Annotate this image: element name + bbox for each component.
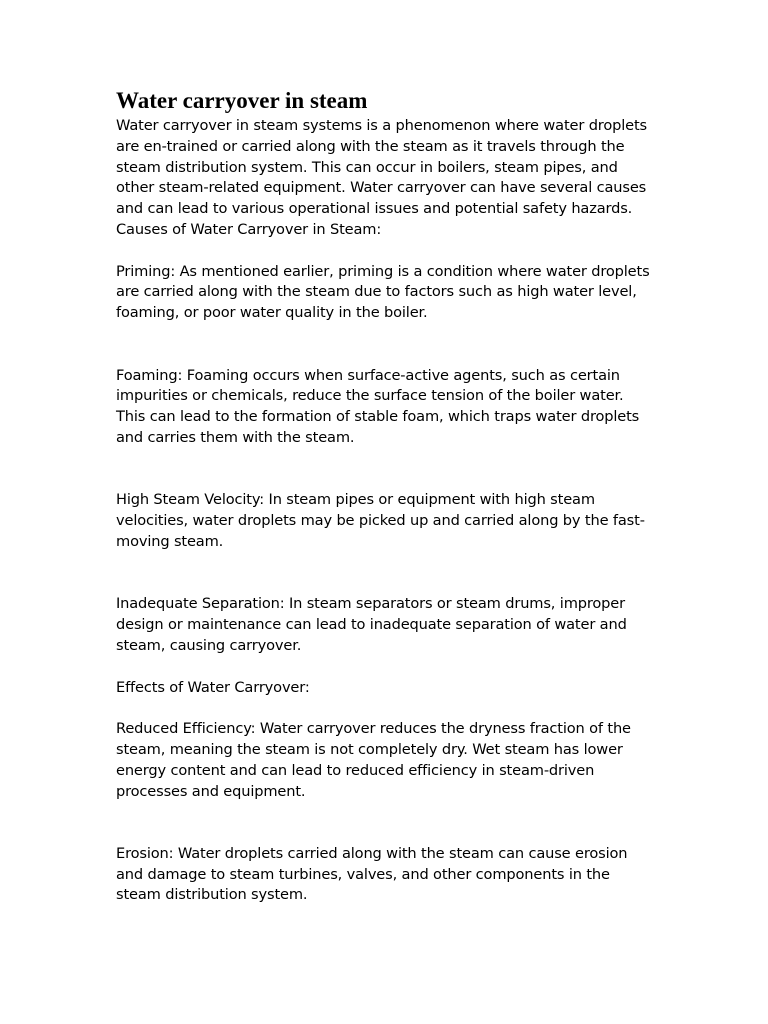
document-title: Water carryover in steam bbox=[116, 88, 368, 113]
effect-erosion: Erosion: Water droplets carried along with the steam can cause erosion and damage to steam turbines, valves, and other components in the steam distribution system. bbox=[116, 844, 628, 904]
effect-reduced-efficiency: Reduced Efficiency: Water carryover reduces the dryness fraction of the steam, meaning the steam is not completely dry. Wet steam has lower energy content and can lead to reduced efficiency in steam-driven processes and equipment. bbox=[116, 720, 631, 800]
spacer bbox=[116, 553, 656, 595]
spacer bbox=[116, 324, 656, 366]
causes-heading: Causes of Water Carryover in Steam: bbox=[116, 220, 382, 238]
intro-paragraph: Water carryover in steam systems is a phenomenon where water droplets are en-trained or carried along with the steam as it travels through the steam distribution system. This can occur in boilers, steam pipes, and other steam-related equipment. Water carryover can have several causes and can lead to various operational issues and potential safety hazards. bbox=[116, 117, 647, 218]
spacer bbox=[116, 449, 656, 491]
spacer bbox=[116, 698, 656, 719]
cause-high-steam-velocity: High Steam Velocity: In steam pipes or equipment with high steam velocities, water droplets may be picked up and carried along by the fast-moving steam. bbox=[116, 491, 645, 550]
document-page bbox=[116, 86, 656, 906]
spacer bbox=[116, 657, 656, 678]
cause-priming: Priming: As mentioned earlier, priming is a condition where water droplets are carried along with the steam due to factors such as high water level, foaming, or poor water quality in the boiler. bbox=[116, 262, 650, 322]
spacer bbox=[116, 241, 656, 262]
spacer bbox=[116, 802, 656, 844]
cause-inadequate-separation: Inadequate Separation: In steam separators or steam drums, improper design or maintenance can lead to inadequate separation of water and steam, causing carryover. bbox=[116, 595, 627, 654]
cause-foaming: Foaming: Foaming occurs when surface-active agents, such as certain impurities or chemicals, reduce the surface tension of the boiler water. This can lead to the formation of stable foam, which traps water droplets and carries them with the steam. bbox=[116, 366, 640, 446]
effects-heading: Effects of Water Carryover: bbox=[116, 678, 310, 696]
